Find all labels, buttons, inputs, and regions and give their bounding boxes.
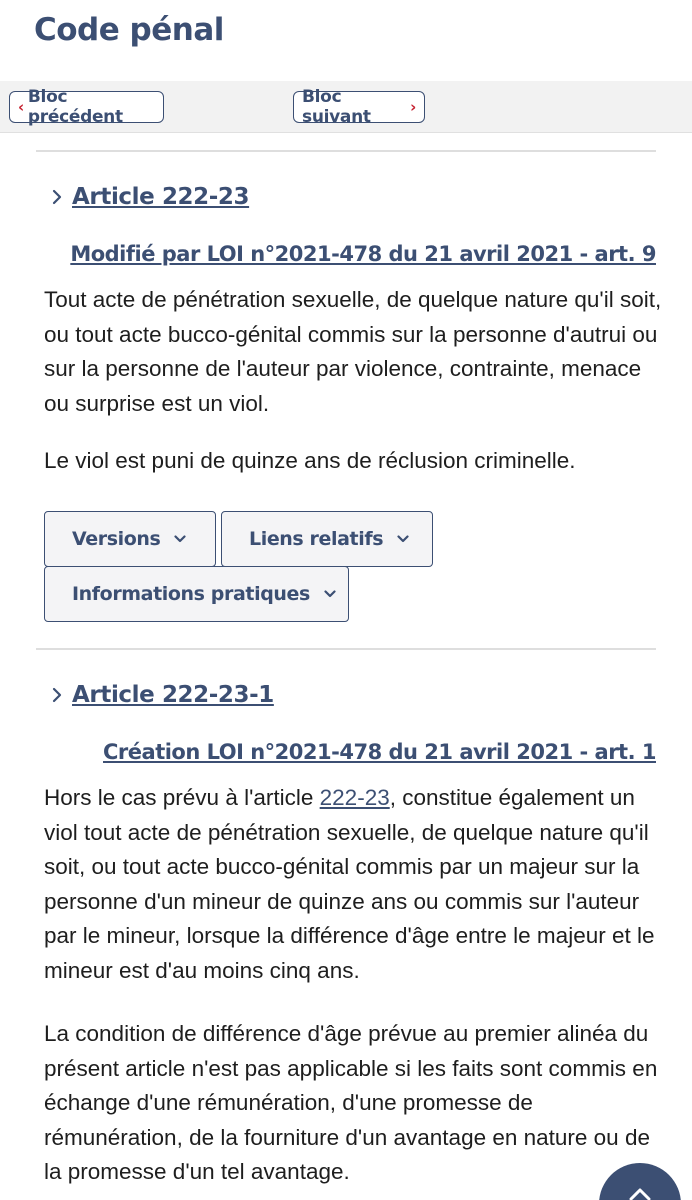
previous-block-label: Bloc précédent: [27, 87, 123, 127]
chevron-down-icon: [174, 535, 186, 543]
article-title-link[interactable]: Article 222-23-1: [72, 682, 274, 708]
practical-info-button[interactable]: [44, 566, 349, 622]
article-title-link[interactable]: Article 222-23: [72, 184, 250, 210]
article-heading: [52, 682, 274, 708]
page-title: Code pénal: [34, 12, 224, 48]
next-block-button[interactable]: [293, 87, 425, 127]
paragraph-text: , constitue également un viol tout acte de pénétration sexuelle, de quelque nature qu'il soit, ou tout acte bucco-génital commis par un majeur sur la personne d'un mineur de quinze ans ou commis sur l'auteur par le mineur, lorsque la différence d'âge entre le majeur et le mineur est d'au moins cinq ans.: [44, 785, 655, 983]
block-navigation-bar: [0, 81, 692, 133]
article-paragraph: Le viol est puni de quinze ans de réclusion criminelle.: [44, 448, 576, 473]
paragraph-text: Hors le cas prévu à l'article: [44, 785, 320, 810]
article-paragraph: Tout acte de pénétration sexuelle, de quelque nature qu'il soit, ou tout acte bucco-génital commis sur la personne d'autrui ou sur la personne de l'auteur par violence, contrainte, menace ou surprise est un viol.: [44, 287, 662, 416]
previous-block-button[interactable]: [9, 87, 164, 127]
divider: [36, 648, 656, 650]
versions-button[interactable]: [44, 511, 216, 567]
chevron-right-icon: [52, 687, 62, 703]
modification-link[interactable]: Modifié par LOI n°2021-478 du 21 avril 2021 - art. 9: [70, 242, 656, 266]
article-heading: [52, 184, 249, 210]
versions-label: Versions: [72, 528, 161, 550]
practical-info-label: Informations pratiques: [72, 583, 310, 605]
chevron-down-icon: [397, 535, 409, 543]
chevron-right-icon: [52, 189, 62, 205]
article-reference-link[interactable]: 222-23: [319, 785, 390, 810]
creation-link[interactable]: Création LOI n°2021-478 du 21 avril 2021 - art. 1: [103, 740, 656, 764]
related-links-label: Liens relatifs: [249, 528, 384, 550]
related-links-button[interactable]: [221, 511, 433, 567]
next-block-label: Bloc suivant: [302, 87, 371, 127]
chevron-up-icon: [629, 1187, 651, 1200]
chevron-right-icon: ›: [410, 98, 416, 116]
article-paragraph: La condition de différence d'âge prévue au premier alinéa du présent article n'est pas applicable si les faits sont commis en échange d'une rémunération, d'une promesse de rémunération, de la fourniture d'un avantage en nature ou de la promesse d'un tel avantage.: [44, 1021, 658, 1184]
divider: [36, 150, 656, 152]
article-paragraph: [44, 781, 664, 988]
chevron-left-icon: ‹: [18, 98, 24, 116]
chevron-down-icon: [324, 590, 336, 598]
